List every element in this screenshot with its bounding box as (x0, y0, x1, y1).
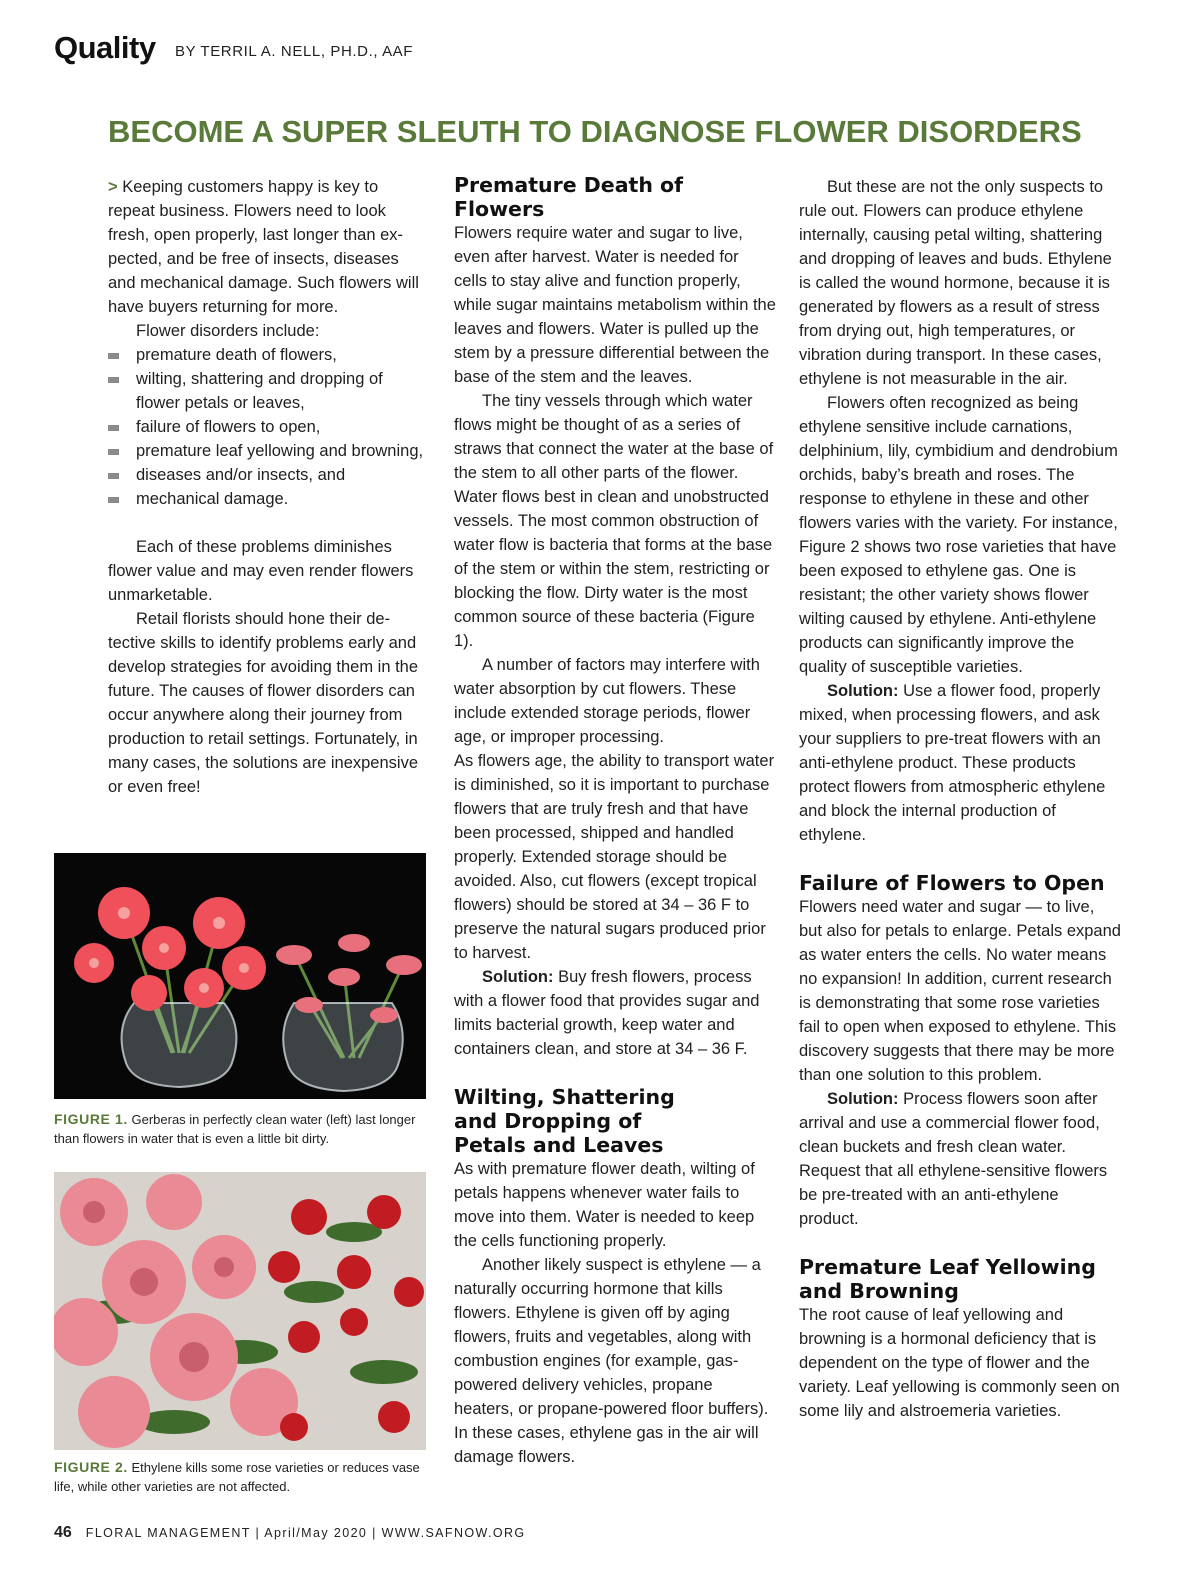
paragraph: Flowers need water and sugar — to live, but also for petals to enlarge. Petals expand as water enters the cells. No water means no expansion! In addition, current research is demonstrating that some rose varieties fail to open when exposed to ethylene. This discovery suggests that there may be more than one solution to this problem. (799, 898, 1121, 1084)
article-headline: BECOME A SUPER SLEUTH TO DIAGNOSE FLOWER DISORDERS (108, 114, 1082, 149)
figure-1-photo (54, 853, 426, 1099)
page-number: 46 (54, 1524, 72, 1541)
solution-paragraph: Solution: Use a flower food, properly mixed, when processing flowers, and ask your suppliers to pre-treat flowers with an anti-ethylene product. These products protect flowers from atmospheric ethylene and block the internal production of ethylene. (799, 682, 1106, 844)
paragraph: A number of factors may interfere with water absorption by cut flowers. These include extended storage periods, flower age, or improper processing. (454, 656, 760, 746)
list-item: mechanical damage. (108, 487, 424, 511)
intro-paragraph: > Keeping customers happy is key to repeat business. Flowers need to look fresh, open properly, last longer than expected, and be free of insects, diseases and mechanical damage. Such flowers will have buyers returning for more. (108, 178, 419, 316)
bullet-icon (108, 377, 119, 383)
list-item: failure of flowers to open, (108, 415, 424, 439)
bullet-icon (108, 473, 119, 479)
gerbera-vases-image (54, 853, 426, 1099)
paragraph: The tiny vessels through which water flows might be thought of as a series of straws that connect the water at the base of the stem to all other parts of the flower. Water flows best in clean and unobstructed vessels. The most common obstruction of water flow is bacteria that forms at the base of the stem or within the stem, restricting or blocking the flow. Dirty water is the most common source of these bacteria (Figure 1). (454, 392, 774, 650)
list-item: premature leaf yellowing and browning, (108, 439, 424, 463)
subheading: Wilting, Shattering and Dropping of Petals and Leaves (454, 1085, 675, 1157)
list-item: diseases and/or insects, and (108, 463, 424, 487)
subheading: Premature Death of Flowers (454, 173, 684, 221)
bullet-icon (108, 425, 119, 431)
paragraph: Flowers require water and sugar to live, even after harvest. Water is needed for cells to stay alive and function properly, while sugar maintains metabolism within the leaves and flowers. Water is pulled up the stem by a pressure differential between the base of the stem and the leaves. (454, 224, 776, 386)
subheading: Premature Leaf Yellowing and Browning (799, 1255, 1096, 1303)
bullet-icon (108, 353, 119, 359)
footer-text: FLORAL MANAGEMENT | April/May 2020 | WWW.SAFNOW.ORG (85, 1526, 526, 1540)
subheading: Failure of Flowers to Open (799, 871, 1105, 895)
page-footer (54, 1524, 526, 1542)
list-item: wilting, shattering and dropping of flower petals or leaves, (108, 367, 424, 415)
paragraph: Each of these problems diminishes flower value and may even render flowers unmarketable. (108, 538, 414, 604)
figure-label: FIGURE 2. (54, 1459, 128, 1475)
bullet-icon (108, 497, 119, 503)
chevron-right-icon: > (108, 178, 118, 196)
column-2 (454, 173, 776, 1469)
figure-2-caption: FIGURE 2. Ethylene kills some rose varieties or reduces vase life, while other varieties are not affected. (54, 1459, 420, 1494)
paragraph: Retail florists should hone their detective skills to identify problems early and develop strategies for avoiding them in the future. The causes of flower disorders can occur anywhere along their journey from production to retail settings. Fortunately, in many cases, the solutions are inexpensive or even free! (108, 610, 419, 796)
paragraph: Another likely suspect is ethylene — a naturally occurring hormone that kills flowers. Ethylene is given off by aging flowers, fruits and vegetables, along with combustion engines (for example, gas-powered delivery vehicles, propane heaters, or propane-powered floor buffers). In these cases, ethylene gas in the air will damage flowers. (454, 1256, 769, 1466)
column-1 (108, 175, 424, 799)
rose-varieties-image (54, 1172, 426, 1450)
column-3 (799, 175, 1121, 1423)
list-item: premature death of flowers, (108, 343, 424, 367)
figure-label: FIGURE 1. (54, 1111, 128, 1127)
paragraph: As with premature flower death, wilting of petals happens whenever water fails to move into them. Water is needed to keep the cells functioning properly. (454, 1160, 755, 1250)
solution-paragraph: Solution: Process flowers soon after arrival and use a commercial flower food, clean buckets and fresh clean water. Request that all ethylene-sensitive flowers be pre-treated with an anti-ethylene product. (799, 1090, 1108, 1228)
bullet-icon (108, 449, 119, 455)
list-intro: Flower disorders include: (136, 322, 320, 340)
figure-2-photo (54, 1172, 426, 1450)
figure-1-caption: FIGURE 1. Gerberas in perfectly clean water (left) last longer than flowers in water that is even a little bit dirty. (54, 1111, 416, 1146)
section-title: Quality (54, 30, 156, 65)
paragraph: But these are not the only suspects to rule out. Flowers can produce ethylene internally, causing petal wilting, shattering and dropping of leaves and buds. Ethylene is called the wound hormone, because it is generated by flowers as a result of stress from drying out, high temperatures, or vibration during transport. In these cases, ethylene is not measurable in the air. (799, 178, 1112, 388)
paragraph: Flowers often recognized as being ethylene sensitive include carnations, delphinium, lily, cymbidium and dendrobium orchids, baby’s breath and roses. The response to ethylene in these and other flowers varies with the variety. For instance, Figure 2 shows two rose varieties that have been exposed to ethylene gas. One is resistant; the other variety shows flower wilting caused by ethylene. Anti-ethylene products can significantly improve the quality of susceptible varieties. (799, 394, 1118, 676)
solution-paragraph: Solution: Buy fresh flowers, process with a flower food that provides sugar and limits bacterial growth, keep water and containers clean, and store at 34 – 36 F. (454, 968, 760, 1058)
paragraph: The root cause of leaf yellowing and browning is a hormonal deficiency that is dependent on the type of flower and the variety. Leaf yellowing is commonly seen on some lily and alstroemeria varieties. (799, 1306, 1120, 1420)
paragraph: As flowers age, the ability to transport water is diminished, so it is important to purchase flowers that are truly fresh and that have been processed, shipped and handled properly. Extended storage should be avoided. Also, cut flowers (except tropical flowers) should be stored at 34 – 36 F to preserve the natural sugars produced prior to harvest. (454, 752, 775, 962)
disorder-list (108, 343, 424, 511)
byline: BY TERRIL A. NELL, PH.D., AAF (175, 43, 414, 60)
